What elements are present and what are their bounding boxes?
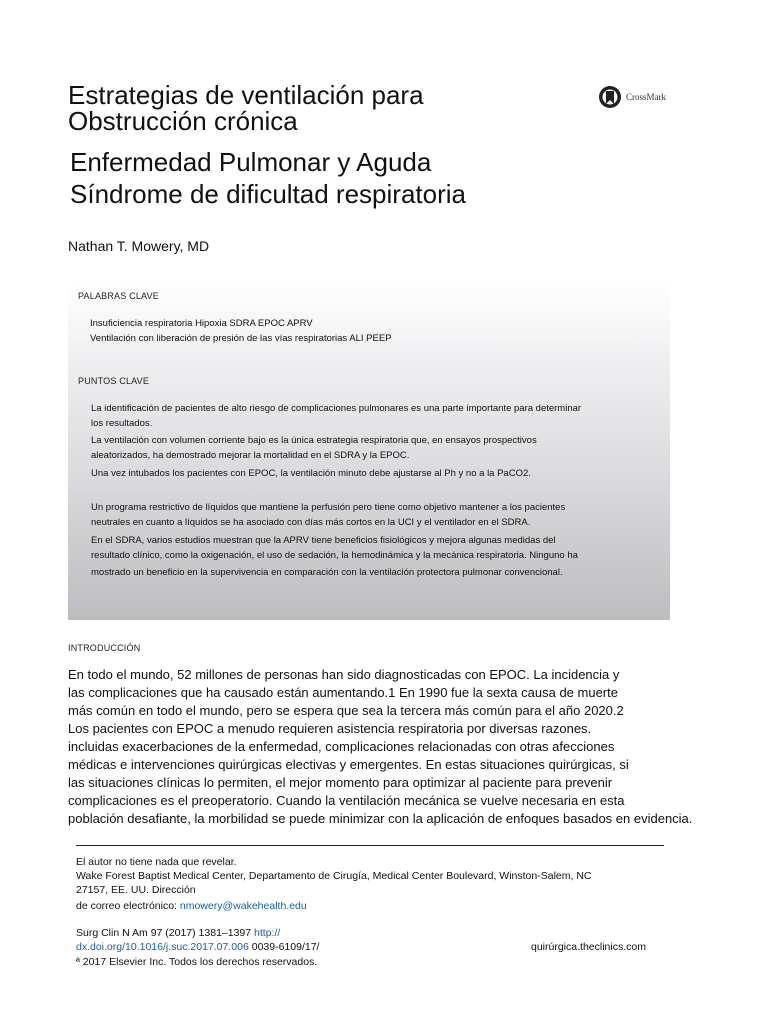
key-point-line: En el SDRA, varios estudios muestran que la APRV tiene beneficios fisiológicos y mejora algunas medidas del (91, 535, 556, 546)
key-point-line: neutrales en cuanto a líquidos se ha asociado con días más cortos en la UCI y el ventilador en el SDRA. (91, 517, 531, 528)
citation-line (76, 926, 280, 941)
subtitle-line-1: Enfermedad Pulmonar y Aguda (70, 147, 432, 177)
introduction-line: médicas e intervenciones quirúrgicas electivas y emergentes. En estas situaciones quirúrgicas, si (68, 757, 629, 772)
introduction-line: población desafiante, la morbilidad se puede minimizar con la aplicación de enfoques basados en evidencia. (68, 811, 693, 826)
doi-link-part-2[interactable]: dx.doi.org/10.1016/j.suc.2017.07.006 (76, 941, 249, 953)
key-point-line: aleatorizados, ha demostrado mejorar la mortalidad en el SDRA y la EPOC. (91, 450, 410, 461)
doi-line (76, 940, 319, 955)
subtitle-line-2: Síndrome de dificultad respiratoria (70, 179, 466, 209)
key-point-line: Una vez intubados los pacientes con EPOC, la ventilación minuto debe ajustarse al Ph y no a la PaCO2. (91, 468, 531, 479)
title-line-1: Estrategias de ventilación para (68, 80, 424, 110)
key-point-line: La ventilación con volumen corriente bajo es la única estrategia respiratoria que, en ensayos prospectivos (91, 435, 537, 446)
doi-link-part-1[interactable]: http:// (254, 927, 281, 939)
disclosure-note: El autor no tiene nada que revelar. (76, 856, 237, 868)
crossmark-label: CrossMark (626, 92, 666, 102)
footnote-divider (76, 845, 664, 846)
key-point-line: mostrado un beneficio en la supervivencia en comparación con la ventilación protectora pulmonar convencional. (91, 567, 563, 578)
key-point-line: La identificación de pacientes de alto riesgo de complicaciones pulmonares es una parte importante para determinar (91, 403, 582, 414)
key-point-line: los resultados. (91, 418, 153, 429)
title-line-2: Obstrucción crónica (68, 106, 298, 136)
article-subtitle (70, 146, 630, 210)
key-points-heading: PUNTOS CLAVE (78, 376, 150, 386)
affiliation-line-2: 27157, EE. UU. Dirección (76, 884, 196, 896)
affiliation-line-1: Wake Forest Baptist Medical Center, Departamento de Cirugía, Medical Center Boulevard, Winston-Salem, NC (76, 870, 592, 882)
keywords-keypoints-box (68, 282, 670, 620)
keywords-heading: PALABRAS CLAVE (78, 291, 160, 301)
introduction-line: incluidas exacerbaciones de la enfermedad, complicaciones relacionadas con otras afecciones (68, 739, 615, 754)
keywords-line: Ventilación con liberación de presión de las vías respiratorias ALI PEEP (90, 333, 392, 344)
introduction-line: En todo el mundo, 52 millones de personas han sido diagnosticadas con EPOC. La incidencia y (68, 667, 620, 682)
introduction-heading: INTRODUCCIÓN (68, 643, 141, 653)
copyright-line: ª 2017 Elsevier Inc. Todos los derechos reservados. (76, 956, 318, 968)
introduction-paragraph (68, 666, 748, 828)
email-link[interactable]: nmowery@wakehealth.edu (179, 900, 307, 912)
author-name: Nathan T. Mowery, MD (68, 238, 210, 254)
introduction-line: las complicaciones que ha causado están aumentando.1 En 1990 fue la sexta causa de muerte (68, 685, 618, 700)
key-point-line: Un programa restrictivo de líquidos que mantiene la perfusión pero tiene como objetivo mantener a los pacientes (91, 502, 566, 513)
email-label: de correo electrónico: (76, 900, 177, 912)
article-title (68, 82, 588, 134)
crossmark-badge[interactable] (598, 85, 666, 109)
keywords-line: Insuficiencia respiratoria Hipoxia SDRA EPOC APRV (90, 318, 313, 329)
journal-citation: Surg Clin N Am 97 (2017) 1381–1397 (76, 927, 252, 939)
introduction-line: Los pacientes con EPOC a menudo requieren asistencia respiratoria por diversas razones. (68, 721, 592, 736)
introduction-line: las situaciones clínicas lo permiten, el mejor momento para optimizar al paciente para prevenir (68, 775, 613, 790)
issn: 0039-6109/17/ (251, 941, 320, 953)
journal-website: quirúrgica.theclinics.com (531, 941, 646, 953)
crossmark-icon (598, 85, 622, 109)
introduction-line: más común en todo el mundo, pero se espera que sea la tercera más común para el año 2020.2 (68, 703, 624, 718)
introduction-line: complicaciones es el preoperatorio. Cuando la ventilación mecánica se vuelve necesaria en esta (68, 793, 625, 808)
email-line (76, 899, 307, 914)
key-point-line: resultado clínico, como la oxigenación, el uso de sedación, la hemodinámica y la mecánica respiratoria. Ninguno ha (91, 550, 578, 561)
